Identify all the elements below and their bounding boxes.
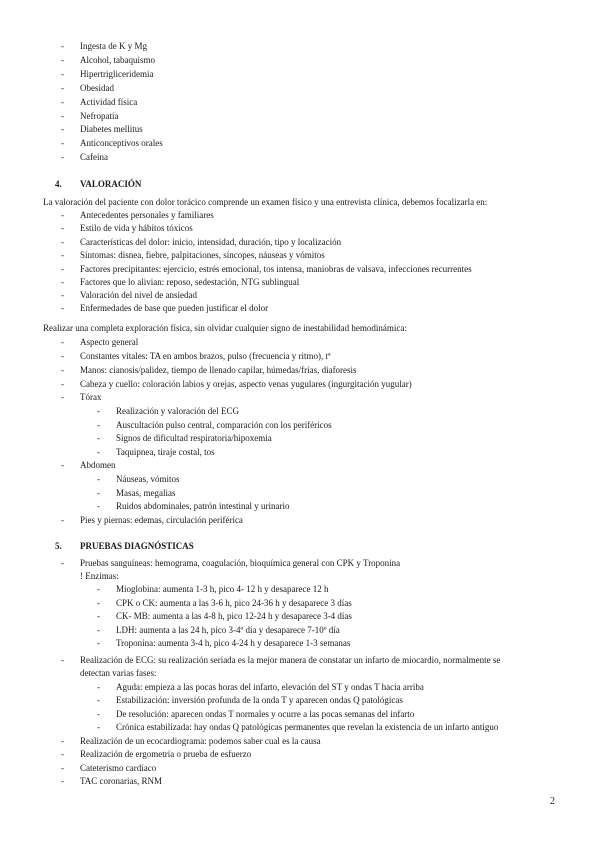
- list-item: Ingesta de K y Mg: [80, 41, 147, 51]
- sub-list-item: Estabilización: inversión profunda de la onda T y aparecen ondas Q patológicas: [116, 695, 403, 705]
- bullet-dash: -: [61, 237, 64, 247]
- bullet-dash: -: [61, 264, 64, 274]
- sub-list-item: De resolución: aparecen ondas T normales y ocurre a las pocas semanas del infarto: [116, 709, 415, 719]
- list-item: Características del dolor: inicio, intensidad, duración, tipo y localización: [80, 237, 342, 247]
- bullet-dash: -: [61, 55, 64, 65]
- bullet-dash: -: [61, 379, 64, 389]
- list-item: Realización de ergometría o prueba de esfuerzo: [80, 749, 252, 759]
- bullet-dash: -: [97, 447, 100, 457]
- section-title: VALORACIÓN: [80, 179, 142, 189]
- bullet-dash: -: [61, 303, 64, 313]
- list-item: Tórax: [80, 392, 102, 402]
- bullet-dash: -: [61, 736, 64, 746]
- section-number: 5.: [55, 541, 62, 551]
- list-item: Constantes vitales: TA en ambos brazos, pulso (frecuencia y ritmo), tª: [80, 351, 331, 361]
- bullet-dash: -: [61, 776, 64, 786]
- bullet-dash: -: [97, 682, 100, 692]
- list-item: Obesidad: [80, 83, 114, 93]
- bullet-dash: -: [61, 250, 64, 260]
- bullet-dash: -: [61, 152, 64, 162]
- bullet-dash: -: [97, 625, 100, 635]
- bullet-dash: -: [97, 695, 100, 705]
- paragraph: Realizar una completa exploración física, sin olvidar cualquier signo de inestabilidad hemodinámica:: [43, 323, 407, 333]
- bullet-dash: -: [61, 351, 64, 361]
- bullet-dash: -: [97, 474, 100, 484]
- bullet-dash: -: [61, 558, 64, 568]
- bullet-dash: -: [61, 460, 64, 470]
- bullet-dash: -: [97, 638, 100, 648]
- section-number: 4.: [55, 179, 62, 189]
- list-item: Cateterismo cardíaco: [80, 763, 157, 773]
- list-item: Factores que lo alivian: reposo, sedestación, NTG sublingual: [80, 277, 300, 287]
- bullet-dash: -: [61, 111, 64, 121]
- section-title: PRUEBAS DIAGNÓSTICAS: [80, 541, 194, 551]
- list-item: Realización de ECG: su realización seriada es la mejor manera de constatar un infarto de miocardio, normalmente se: [80, 655, 501, 665]
- bullet-dash: -: [61, 749, 64, 759]
- sub-list-item: Náuseas, vómitos: [116, 474, 180, 484]
- sub-list-item: Troponina: aumenta 3-4 h, pico 4-24 h y desaparece 1-3 semanas: [116, 638, 351, 648]
- sub-list-item: LDH: aumenta a las 24 h, pico 3-4º día y desaparece 7-10º día: [116, 625, 340, 635]
- sub-list-item: Realización y valoración del ECG: [116, 406, 239, 416]
- list-item: Valoración del nivel de ansiedad: [80, 290, 197, 300]
- sub-list-item: Mioglobina: aumenta 1-3 h, pico 4- 12 h y desaparece 12 h: [116, 584, 329, 594]
- list-item: TAC coronarias, RNM: [80, 776, 163, 786]
- list-item: Actividad física: [80, 97, 138, 107]
- bullet-dash: -: [61, 277, 64, 287]
- bullet-dash: -: [97, 722, 100, 732]
- bullet-dash: -: [97, 598, 100, 608]
- list-item: Cafeína: [80, 152, 108, 162]
- list-item: Síntomas: disnea, fiebre, palpitaciones, síncopes, náuseas y vómitos: [80, 250, 325, 260]
- sub-list-item: Aguda: empieza a las pocas horas del infarto, elevación del ST y ondas T hacia arriba: [116, 682, 424, 692]
- bullet-dash: -: [61, 138, 64, 148]
- bullet-dash: -: [61, 97, 64, 107]
- list-item: Estilo de vida y hábitos tóxicos: [80, 223, 193, 233]
- bullet-dash: -: [97, 501, 100, 511]
- bullet-dash: -: [61, 392, 64, 402]
- sub-list-item: Taquipnea, tiraje costal, tos: [116, 447, 215, 457]
- bullet-dash: -: [61, 365, 64, 375]
- bullet-dash: -: [97, 488, 100, 498]
- list-item: Nefropatía: [80, 111, 119, 121]
- bullet-dash: -: [61, 337, 64, 347]
- sub-list-item: CPK o CK: aumenta a las 3-6 h, pico 24-36 h y desaparece 3 días: [116, 598, 352, 608]
- paragraph: La valoración del paciente con dolor torácico comprende un examen físico y una entrevista clínica, debemos focalizarla en:: [43, 197, 488, 207]
- list-item: Diabetes mellitus: [80, 124, 143, 134]
- bullet-dash: -: [97, 433, 100, 443]
- list-item: Aspecto general: [80, 337, 139, 347]
- bullet-dash: -: [61, 83, 64, 93]
- list-item: Realización de un ecocardiograma: podemos saber cual es la causa: [80, 736, 321, 746]
- list-item: Alcohol, tabaquismo: [80, 55, 155, 65]
- sub-list-item: Auscultación pulso central, comparación con los periféricos: [116, 420, 332, 430]
- list-item: Factores precipitantes: ejercicio, estrés emocional, tos intensa, maniobras de valsava, infecciones recurrentes: [80, 264, 472, 274]
- bullet-dash: -: [61, 69, 64, 79]
- list-item: Pies y piernas: edemas, circulación periférica: [80, 515, 243, 525]
- sub-list-item: Crónica estabilizada: hay ondas Q patológicas permanentes que revelan la existencia de un infarto antiguo: [116, 722, 499, 732]
- bullet-dash: -: [97, 420, 100, 430]
- sub-list-item: CK- MB: aumenta a las 4-8 h, pico 12-24 h y desaparece 3-4 días: [116, 611, 352, 621]
- bullet-dash: -: [97, 611, 100, 621]
- list-item: Anticonceptivos orales: [80, 138, 163, 148]
- list-item: Hipertrigliceridemia: [80, 69, 154, 79]
- bullet-dash: -: [97, 709, 100, 719]
- list-item: Pruebas sanguíneas: hemograma, coagulación, bioquímica general con CPK y Troponina: [80, 558, 401, 568]
- bullet-dash: -: [97, 584, 100, 594]
- bullet-dash: -: [61, 223, 64, 233]
- sub-list-item: Masas, megalias: [116, 488, 176, 498]
- bullet-dash: -: [61, 655, 64, 665]
- list-item: Antecedentes personales y familiares: [80, 210, 214, 220]
- bullet-dash: -: [61, 41, 64, 51]
- bullet-dash: -: [61, 515, 64, 525]
- sub-list-item: Signos de dificultad respiratoria/hipoxemia: [116, 433, 272, 443]
- bullet-dash: -: [97, 406, 100, 416]
- bullet-dash: -: [61, 210, 64, 220]
- bullet-dash: -: [61, 290, 64, 300]
- sub-list-item: Ruidos abdominales, patrón intestinal y urinario: [116, 501, 290, 511]
- bullet-dash: -: [61, 763, 64, 773]
- list-item: Abdomen: [80, 460, 116, 470]
- list-item: Cabeza y cuello: coloración labios y orejas, aspecto venas yugulares (ingurgitación yugular): [80, 379, 412, 389]
- bullet-dash: -: [61, 124, 64, 134]
- list-item: Manos: cianosis/palidez, tiempo de llenado capilar, húmedas/frías, diaforesis: [80, 365, 357, 375]
- list-item: Enfermedades de base que pueden justificar el dolor: [80, 303, 269, 313]
- page-number: 2: [550, 796, 555, 807]
- list-item-continuation: detectan varias fases:: [80, 668, 157, 678]
- enzimas-label: ! Enzimas:: [80, 571, 119, 581]
